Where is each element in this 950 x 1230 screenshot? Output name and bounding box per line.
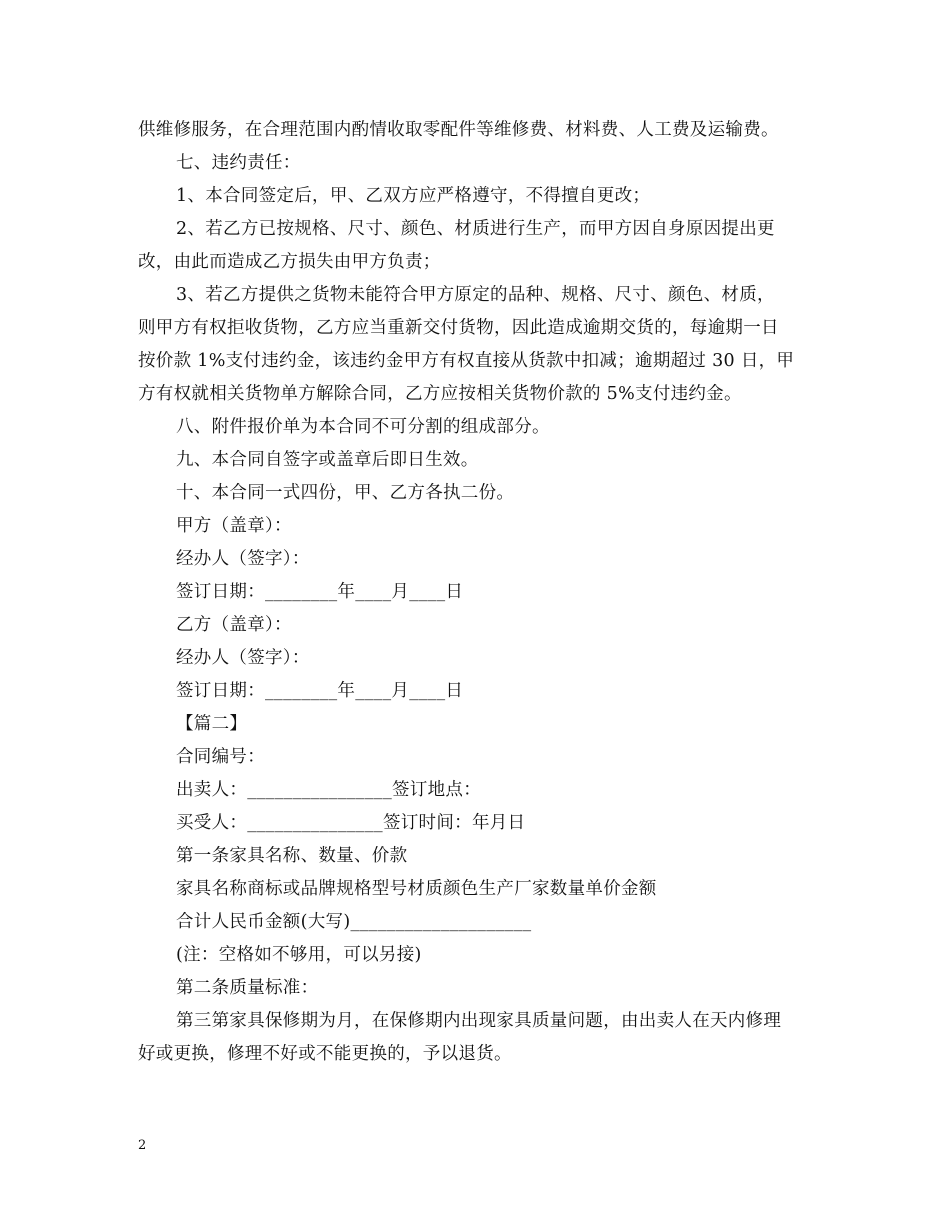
note-line: (注：空格如不够用，可以另接) bbox=[176, 945, 422, 965]
text-line: 供维修服务，在合理范围内酌情收取零配件等维修费、材料费、人工费及运输费。 bbox=[138, 120, 779, 140]
contract-number-field: 合同编号： bbox=[176, 747, 265, 767]
signature-field: 甲方（盖章）： bbox=[176, 516, 292, 536]
section-heading: 第一条家具名称、数量、价款 bbox=[176, 846, 408, 866]
seller-field: 出卖人：________________签订地点： bbox=[176, 780, 481, 800]
buyer-field: 买受人：_______________签订时间：年月日 bbox=[176, 813, 526, 833]
total-amount-field: 合计人民币金额(大写)____________________ bbox=[176, 912, 532, 932]
text-line: 家具名称商标或品牌规格型号材质颜色生产厂家数量单价金额 bbox=[176, 879, 657, 899]
text-line: 1、本合同签定后，甲、乙双方应严格遵守，不得擅自更改； bbox=[176, 186, 651, 206]
section-heading: 八、附件报价单为本合同不可分割的组成部分。 bbox=[176, 417, 550, 437]
section-heading: 第二条质量标准： bbox=[176, 978, 319, 998]
text-line: 2、若乙方已按规格、尺寸、颜色、材质进行生产，而甲方因自身原因提出更 bbox=[176, 219, 775, 239]
part-heading: 【篇二】 bbox=[176, 714, 248, 734]
text-line: 按价款 1%支付违约金，该违约金甲方有权直接从货款中扣减；逾期超过 30 日，甲 bbox=[138, 351, 795, 371]
section-heading: 九、本合同自签字或盖章后即日生效。 bbox=[176, 450, 479, 470]
text-line: 3、若乙方提供之货物未能符合甲方原定的品种、规格、尺寸、颜色、材质， bbox=[176, 285, 775, 305]
date-field: 签订日期：________年____月____日 bbox=[176, 582, 464, 602]
section-heading: 七、违约责任： bbox=[176, 153, 301, 173]
text-line: 方有权就相关货物单方解除合同，乙方应按相关货物价款的 5%支付违约金。 bbox=[138, 384, 742, 404]
text-line: 好或更换，修理不好或不能更换的，予以退货。 bbox=[138, 1044, 512, 1064]
section-heading: 十、本合同一式四份，甲、乙方各执二份。 bbox=[176, 483, 515, 503]
text-line: 则甲方有权拒收货物，乙方应当重新交付货物，因此造成逾期交货的，每逾期一日 bbox=[138, 318, 779, 338]
text-line: 改，由此而造成乙方损失由甲方负责； bbox=[138, 252, 441, 272]
text-line: 第三第家具保修期为月，在保修期内出现家具质量问题，由出卖人在天内修理 bbox=[176, 1011, 782, 1031]
page-number: 2 bbox=[138, 1138, 147, 1153]
signature-field: 经办人（签字）： bbox=[176, 648, 310, 668]
signature-field: 乙方（盖章）： bbox=[176, 615, 292, 635]
signature-field: 经办人（签字）： bbox=[176, 549, 310, 569]
date-field: 签订日期：________年____月____日 bbox=[176, 681, 464, 701]
